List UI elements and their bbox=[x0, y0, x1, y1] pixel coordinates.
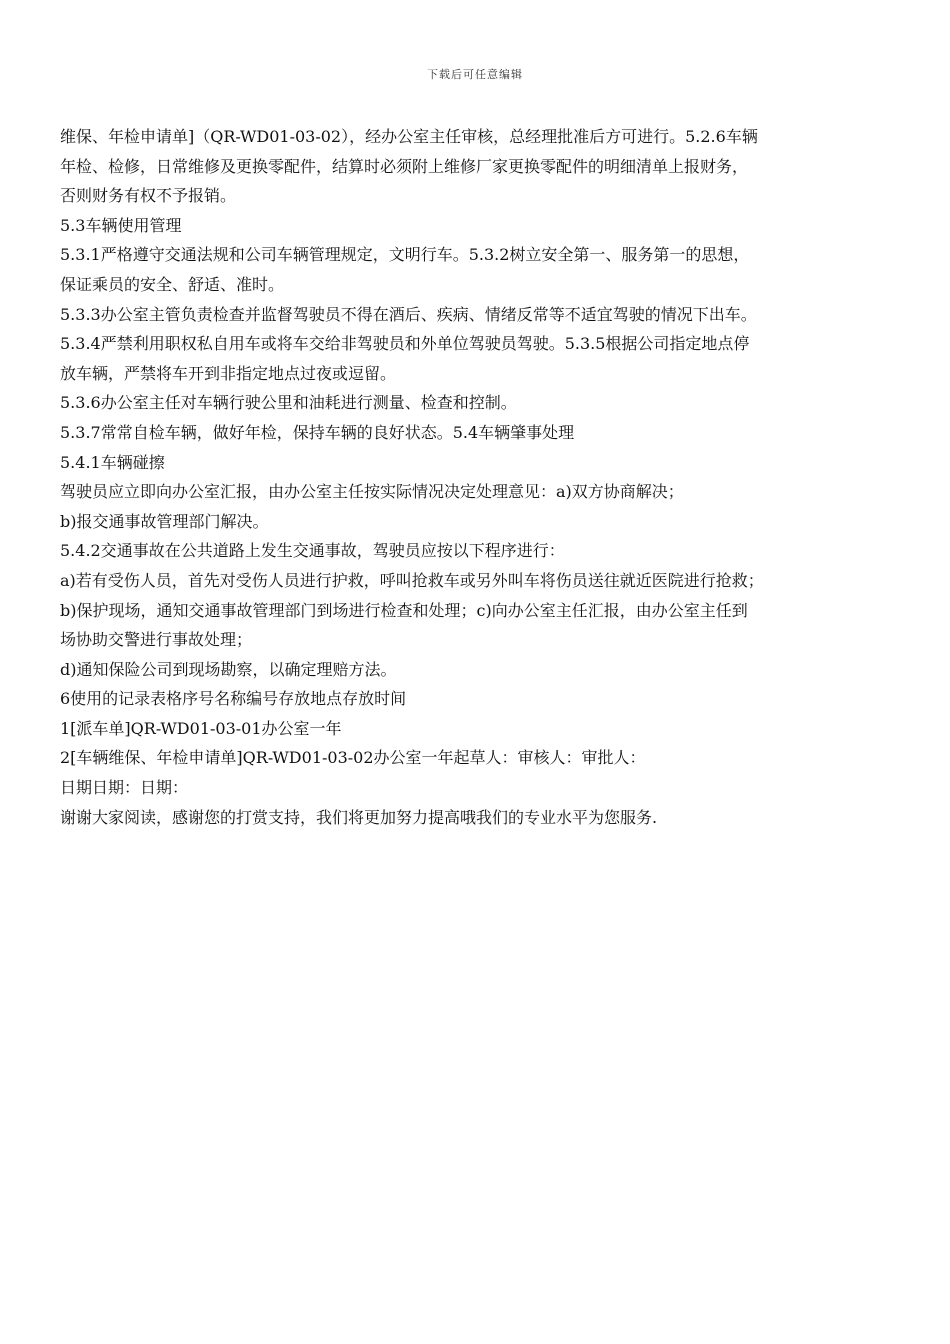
text-line: d)通知保险公司到现场勘察，以确定理赔方法。 bbox=[60, 659, 397, 679]
record-table-row: 2[车辆维保、年检申请单]QR-WD01-03-02办公室一年起草人：审核人：审批人： bbox=[60, 748, 646, 768]
text-line: 放车辆，严禁将车开到非指定地点过夜或逗留。 bbox=[60, 363, 397, 383]
text-line: a)若有受伤人员，首先对受伤人员进行护救，呼叫抢救车或另外叫车将伤员送往就近医院进行抢救； bbox=[60, 570, 764, 590]
section-heading: 6使用的记录表格序号名称编号存放地点存放时间 bbox=[60, 689, 407, 709]
text-line: 场协助交警进行事故处理； bbox=[60, 630, 253, 650]
text-line: 5.3.3办公室主管负责检查并监督驾驶员不得在酒后、疾病、情绪反常等不适宜驾驶的情况下出车。 bbox=[60, 304, 757, 324]
text-line: 5.3.6办公室主任对车辆行驶公里和油耗进行测量、检查和控制。 bbox=[60, 393, 517, 413]
text-line: 驾驶员应立即向办公室汇报，由办公室主任按实际情况决定处理意见：a)双方协商解决； bbox=[60, 482, 684, 502]
closing-note: 谢谢大家阅读，感谢您的打赏支持，我们将更加努力提高哦我们的专业水平为您服务. bbox=[60, 807, 658, 827]
text-line: 5.3.1严格遵守交通法规和公司车辆管理规定，文明行车。5.3.2树立安全第一、服务第一的思想， bbox=[60, 245, 750, 265]
text-line: 5.3.7常常自检车辆，做好年检，保持车辆的良好状态。5.4车辆肇事处理 bbox=[60, 422, 575, 442]
record-table-row: 1[派车单]QR-WD01-03-01办公室一年 bbox=[60, 718, 342, 738]
text-line: 5.4.2交通事故在公共道路上发生交通事故，驾驶员应按以下程序进行： bbox=[60, 541, 565, 561]
text-line: b)保护现场，通知交通事故管理部门到场进行检查和处理；c)向办公室主任汇报，由办公室主任到 bbox=[60, 600, 748, 620]
section-heading: 5.3车辆使用管理 bbox=[60, 215, 182, 235]
text-line: 保证乘员的安全、舒适、准时。 bbox=[60, 274, 285, 294]
document-body bbox=[60, 122, 898, 832]
text-line: 5.3.4严禁利用职权私自用车或将车交给非驾驶员和外单位驾驶员驾驶。5.3.5根据公司指定地点停 bbox=[60, 334, 750, 354]
signature-dates: 日期日期：日期： bbox=[60, 778, 189, 798]
text-line: 维保、年检申请单]（QR-WD01-03-02），经办公室主任审核，总经理批准后方可进行。5.2.6车辆 bbox=[60, 127, 758, 146]
page-header: 下载后可任意编辑 bbox=[427, 68, 523, 81]
text-line: 年检、检修，日常维修及更换零配件，结算时必须附上维修厂家更换零配件的明细清单上报财务， bbox=[60, 156, 749, 176]
text-line: b)报交通事故管理部门解决。 bbox=[60, 511, 269, 531]
section-heading: 5.4.1车辆碰擦 bbox=[60, 452, 165, 472]
text-line: 否则财务有权不予报销。 bbox=[60, 186, 237, 206]
